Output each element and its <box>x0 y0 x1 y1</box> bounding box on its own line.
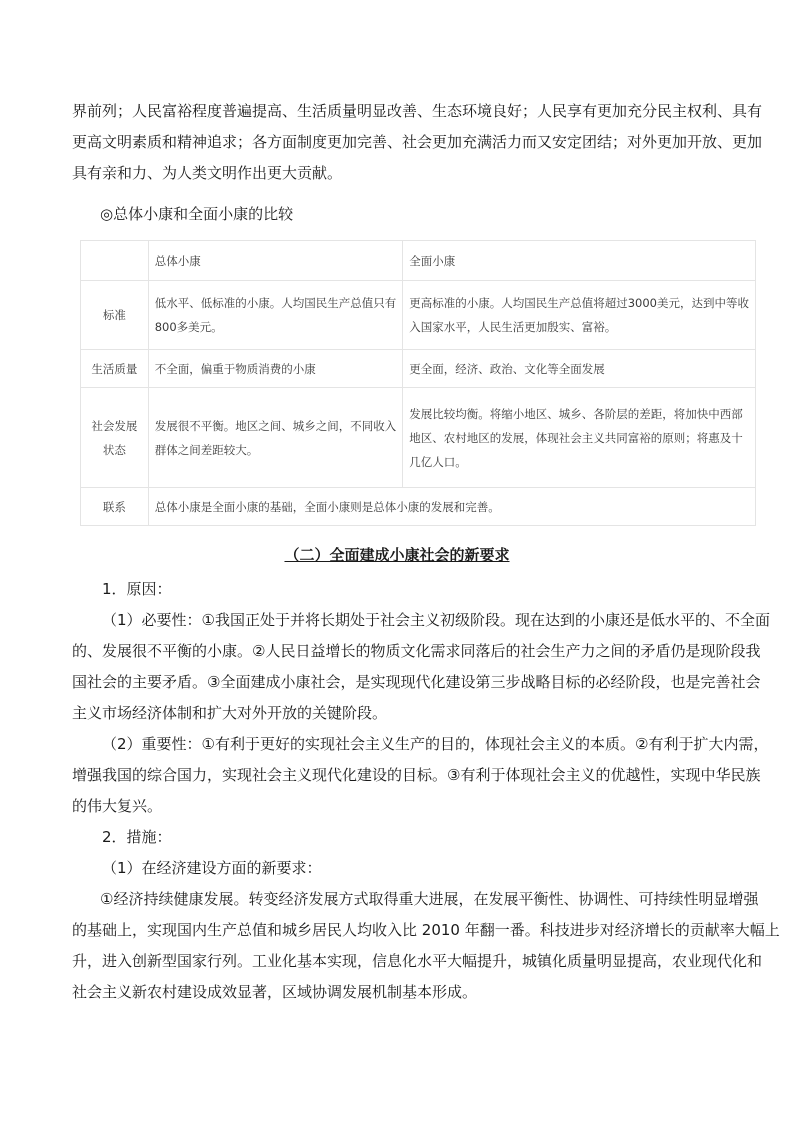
text-line: ①经济持续健康发展。转变经济发展方式取得重大进展，在发展平衡性、协调性、可持续性明显增强 <box>100 890 759 908</box>
text-line: （1）必要性：①我国正处于并将长期处于社会主义初级阶段。现在达到的小康还是低水平的、不全面 <box>102 611 770 629</box>
cell-line: 不全面，偏重于物质消费的小康 <box>154 361 316 376</box>
text-line: 的基础上，实现国内生产总值和城乡居民人均收入比 2010 年翻一番。科技进步对经济增长的贡献率大幅上 <box>72 921 780 939</box>
table-cell <box>403 281 756 350</box>
table-header-cell <box>81 241 149 281</box>
table-row <box>81 281 756 350</box>
row-label: 联系 <box>81 488 149 526</box>
row-label: 社会发展状态 <box>81 388 149 488</box>
table-row <box>81 388 756 488</box>
cell-line: 更高标准的小康。人均国民生产总值将超过3000美元，达到中等收 <box>409 296 749 310</box>
row-label: 标准 <box>81 281 149 350</box>
text-line: 界前列；人民富裕程度普遍提高、生活质量明显改善、生态环境良好；人民享有更加充分民主权利、具有 <box>72 102 763 120</box>
text-line: 的、发展很不平衡的小康。②人民日益增长的物质文化需求同落后的社会生产力之间的矛盾仍是现阶段我 <box>72 642 761 660</box>
text-line: 主义市场经济体制和扩大对外开放的关键阶段。 <box>72 704 388 722</box>
comparison-heading: ◎总体小康和全面小康的比较 <box>100 205 294 223</box>
cell-line: 群体之间差距较大。 <box>154 442 259 457</box>
intro-paragraph <box>72 96 763 189</box>
text-line: 具有亲和力、为人类文明作出更大贡献。 <box>72 164 343 182</box>
cell-line: 发展很不平衡。地区之间、城乡之间，不同收入 <box>154 418 397 433</box>
section-title: （二）全面建成小康社会的新要求 <box>284 546 510 564</box>
table-header-cell: 总体小康 <box>148 241 403 281</box>
text-line: 国社会的主要矛盾。③全面建成小康社会，是实现现代化建设第三步战略目标的必经阶段，也是完善社会 <box>72 673 761 691</box>
row-label: 生活质量 <box>81 350 149 388</box>
reason-heading: 1．原因： <box>102 580 172 598</box>
text-line: 增强我国的综合国力，实现社会主义现代化建设的目标。③有利于体现社会主义的优越性，实现中华民族 <box>72 766 761 784</box>
cell-line: 低水平、低标准的小康。人均国民生产总值只有 <box>154 296 397 310</box>
cell-line: 发展比较均衡。将缩小地区、城乡、各阶层的差距，将加快中西部 <box>409 406 743 421</box>
table-header-row <box>81 241 756 281</box>
table-cell <box>148 350 403 388</box>
economy-heading: （1）在经济建设方面的新要求： <box>102 859 322 877</box>
table-row <box>81 350 756 388</box>
text-line: 社会主义新农村建设成效显著，区域协调发展机制基本形成。 <box>72 983 478 1001</box>
text-line: 的伟大复兴。 <box>72 797 163 815</box>
text-line: （2）重要性：①有利于更好的实现社会主义生产的目的，体现社会主义的本质。②有利于扩大内需， <box>102 735 769 753</box>
body-section <box>72 574 780 1008</box>
table-cell: 总体小康是全面小康的基础，全面小康则是总体小康的发展和完善。 <box>148 488 755 526</box>
table-cell <box>403 350 756 388</box>
cell-line: 800多美元。 <box>154 320 223 334</box>
cell-line: 地区、农村地区的发展，体现社会主义共同富裕的原则；将惠及十 <box>409 430 743 445</box>
comparison-table <box>80 240 756 526</box>
cell-line: 更全面，经济、政治、文化等全面发展 <box>409 361 605 376</box>
table-header-cell: 全面小康 <box>403 241 756 281</box>
table-cell <box>403 388 756 488</box>
measures-heading: 2．措施： <box>102 828 172 846</box>
cell-line: 入国家水平，人民生活更加殷实、富裕。 <box>409 320 617 334</box>
text-line: 升，进入创新型国家行列。工业化基本实现，信息化水平大幅提升，城镇化质量明显提高，农业现代化和 <box>72 952 763 970</box>
table-cell <box>148 281 403 350</box>
table-row <box>81 488 756 526</box>
cell-line: 几亿人口。 <box>409 454 467 469</box>
text-line: 更高文明素质和精神追求；各方面制度更加完善、社会更加充满活力而又安定团结；对外更加开放、更加 <box>72 133 763 151</box>
table-cell <box>148 388 403 488</box>
